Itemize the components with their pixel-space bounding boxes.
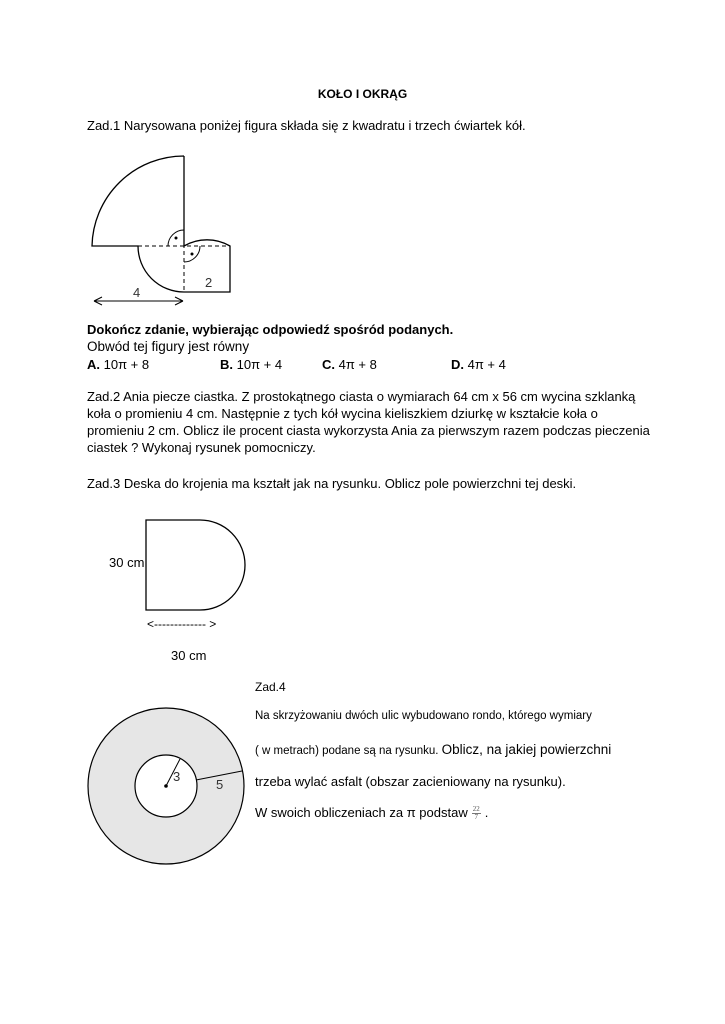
zad4-fraction: $\frac{22}{7}$: [472, 805, 480, 822]
zad4-heading: Zad.4: [255, 680, 286, 694]
zad1-label-4: 4: [133, 285, 141, 300]
zad4-label-5: 5: [216, 777, 224, 792]
zad1-figure-outline: [92, 156, 230, 292]
zad3-side-label: 30 cm: [109, 555, 145, 570]
zad3-arrow: <------------- >: [147, 617, 217, 631]
zad3-figure: [140, 515, 280, 615]
zad1-text: Zad.1 Narysowana poniżej figura składa się z kwadratu i trzech ćwiartek kół.: [87, 118, 526, 133]
zad2-line-1: Zad.2 Ania piecze ciastka. Z prostokątnego ciasta o wymiarach 64 cm x 56 cm wycina szklanką: [87, 389, 636, 404]
zad4-line-3: trzeba wylać asfalt (obszar zacieniowany na rysunku).: [255, 774, 566, 789]
zad4-figure: [86, 706, 246, 866]
zad1-figure: [80, 150, 250, 310]
option-a: A. 10π + 8: [87, 357, 150, 372]
zad3-bottom-label: 30 cm: [171, 648, 207, 663]
zad4-label-3: 3: [173, 769, 181, 784]
zad3-text: Zad.3 Deska do krojenia ma kształt jak na rysunku. Oblicz pole powierzchni tej deski.: [87, 476, 577, 491]
zad4-line-4: W swoich obliczeniach za π podstaw $\frac{22}{7}$ .: [255, 805, 489, 822]
zad2-line-4: ciastek ? Wykonaj rysunek pomocniczy.: [87, 440, 316, 455]
zad2-line-3: promieniu 2 cm. Oblicz ile procent ciasta wykorzysta Ania za pierwszym razem podczas pieczenia: [87, 423, 650, 438]
page-title: KOŁO I OKRĄG: [317, 87, 408, 101]
zad1-instruction: Dokończ zdanie, wybierając odpowiedź spośród podanych.: [87, 322, 454, 337]
option-c: C. 4π + 8: [322, 357, 377, 372]
zad4-line-1: Na skrzyżowaniu dwóch ulic wybudowano rondo, którego wymiary: [255, 710, 592, 722]
option-d: D. 4π + 4: [451, 357, 506, 372]
option-b: B. 10π + 4: [220, 357, 283, 372]
zad2-line-2: koła o promieniu 4 cm. Następnie z tych kół wycina kieliszkiem dziurkę w kształcie koła o: [87, 406, 598, 421]
zad1-label-2: 2: [205, 275, 213, 290]
zad1-stem: Obwód tej figury jest równy: [87, 339, 250, 354]
zad4-line-2: ( w metrach) podane są na rysunku. Oblicz, na jakiej powierzchni: [255, 742, 612, 757]
